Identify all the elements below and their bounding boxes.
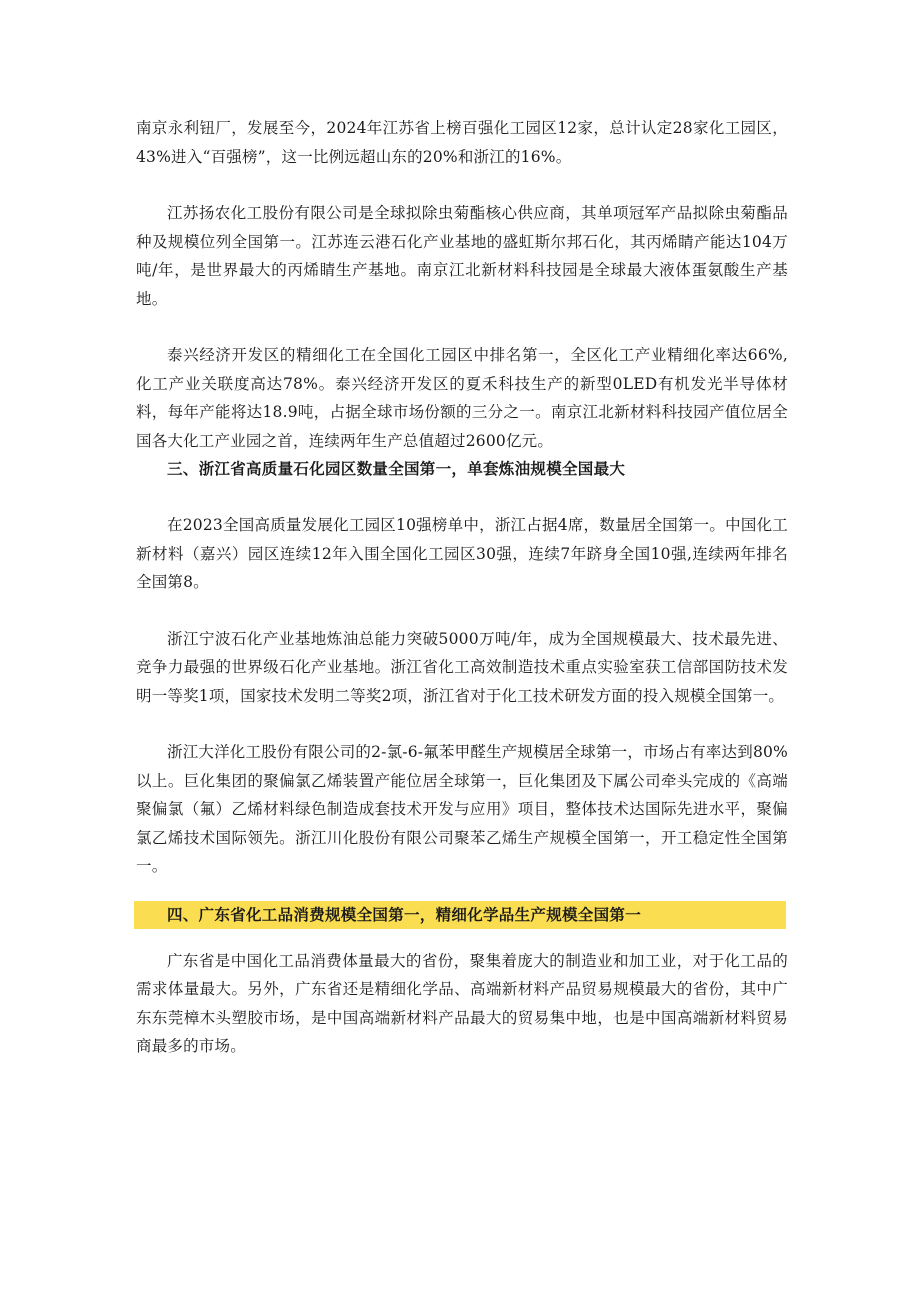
paragraph-taixing: 泰兴经济开发区的精细化工在全国化工园区中排名第一，全区化工产业精细化率达66%,化工产业关联度高达78%。泰兴经济开发区的夏禾科技生产的新型0LED有机发光半导体材料，每年产能将达18.9吨，占据全球市场份额的三分之一。南京江北新材料科技园产值位居全国各大化工产业园之首，连续两年生产总值超过2600亿元。 [136,346,788,450]
paragraph-dayang: 浙江大洋化工股份有限公司的2-氯-6-氟苯甲醛生产规模居全球第一，市场占有率达到80%以上。巨化集团的聚偏氯乙烯装置产能位居全球第一，巨化集团及下属公司牵头完成的《高端聚偏氯（氟）乙烯材料绿色制造成套技术开发与应用》项目，整体技术达国际先进水平，聚偏氯乙烯技术国际领先。浙江川化股份有限公司聚苯乙烯生产规模全国第一，开工稳定性全国第一。 [136,743,788,875]
paragraph-ningbo: 浙江宁波石化产业基地炼油总能力突破5000万吨/年，成为全国规模最大、技术最先进、竞争力最强的世界级石化产业基地。浙江省化工高效制造技术重点实验室获工信部国防技术发明一等奖1项，国家技术发明二等奖2项，浙江省对于化工技术研发方面的投入规模全国第一。 [136,629,788,705]
paragraph-yangnong: 江苏扬农化工股份有限公司是全球拟除虫菊酯核心供应商，其单项冠军产品拟除虫菊酯品种及规模位列全国第一。江苏连云港石化产业基地的盛虹斯尔邦石化，其丙烯睛产能达104万吨/年，是世界最大的丙烯睛生产基地。南京江北新材料科技园是全球最大液体蛋氨酸生产基地。 [136,204,788,308]
paragraph-guangdong: 广东省是中国化工品消费体量最大的省份，聚集着庞大的制造业和加工业，对于化工品的需求体量最大。另外，广东省还是精细化学品、高端新材料产品贸易规模最大的省份，其中广东东莞樟木头塑胶市场，是中国高端新材料产品最大的贸易集中地，也是中国高端新材料贸易商最多的市场。 [136,951,788,1055]
document-body [136,114,788,1061]
paragraph-jiangsu-parks: 南京永利钮厂，发展至今，2024年江苏省上榜百强化工园区12家，总计认定28家化工园区，43%进入“百强榜”，这一比例远超山东的20%和浙江的16%。 [136,119,788,166]
section-heading-zhejiang: 三、浙江省高质量石化园区数量全国第一，单套炼油规模全国最大 [167,460,626,478]
section-heading-guangdong: 四、广东省化工品消费规模全国第一，精细化学品生产规模全国第一 [134,901,786,929]
paragraph-zhejiang-ranking: 在2023全国高质量发展化工园区10强榜单中，浙江占据4席，数量居全国第一。中国化工新材料（嘉兴）园区连续12年入围全国化工园区30强，连续7年跻身全国10强,连续两年排名全国第8。 [136,516,788,591]
